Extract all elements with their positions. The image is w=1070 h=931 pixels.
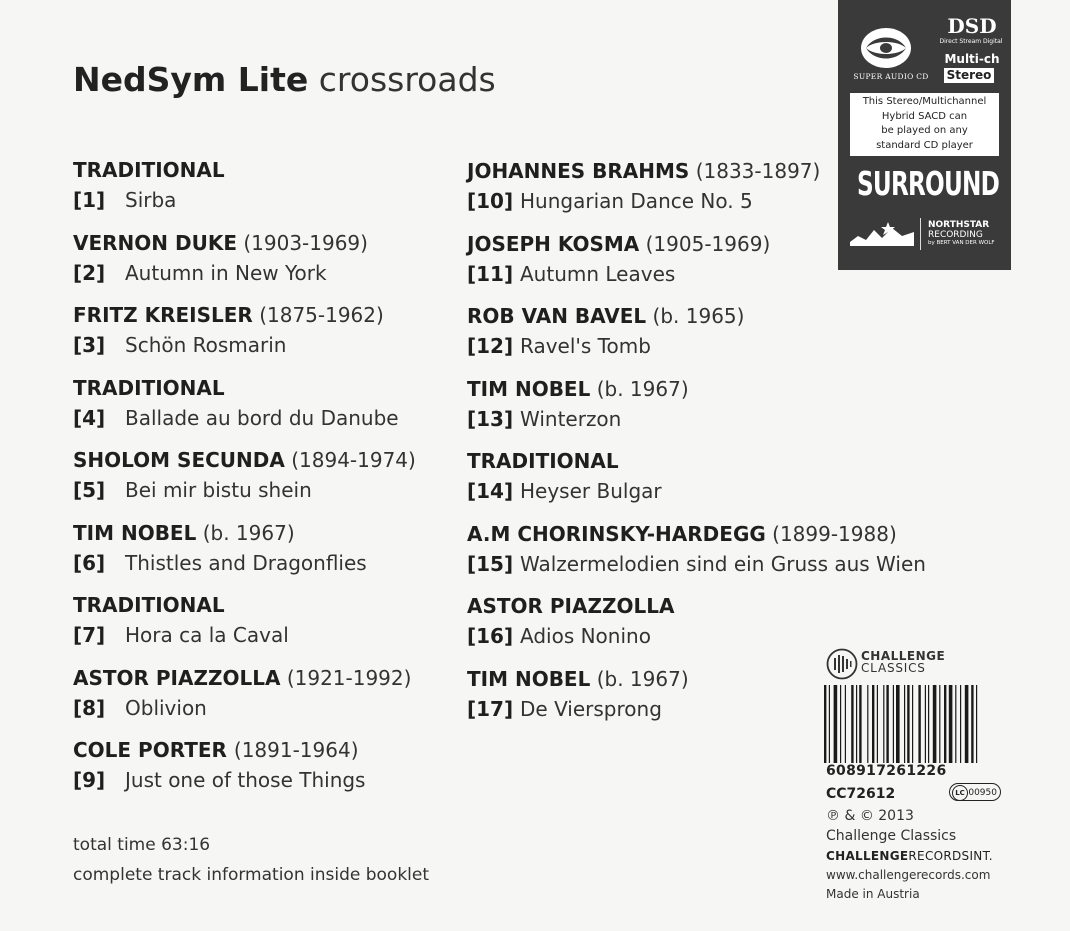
track-number: [13] bbox=[467, 406, 514, 431]
northstar-name: NORTHSTAR bbox=[928, 220, 990, 230]
barcode-bar bbox=[933, 685, 937, 763]
track-entry bbox=[73, 156, 416, 229]
northstar-credit: by BERT VAN DER WOLF bbox=[928, 240, 995, 246]
multichannel-label: Multi-ch bbox=[944, 52, 1000, 66]
composer-dates: (1894-1974) bbox=[291, 448, 416, 472]
composer-dates: (1899-1988) bbox=[772, 521, 897, 546]
composer-line bbox=[73, 591, 416, 619]
composer-dates: (1905-1969) bbox=[645, 231, 771, 256]
barcode-bar bbox=[851, 685, 853, 763]
composer-name: JOSEPH KOSMA bbox=[467, 231, 640, 256]
composer-name: COLE PORTER bbox=[73, 738, 234, 762]
barcode-bar bbox=[949, 685, 953, 763]
composer-name: A.M CHORINSKY-HARDEGG bbox=[467, 521, 766, 546]
track-line bbox=[467, 330, 926, 362]
track-title: Bei mir bistu shein bbox=[125, 478, 312, 502]
barcode-bar bbox=[907, 685, 909, 763]
composer-dates: (1833-1897) bbox=[695, 159, 821, 183]
lc-code: 00950 bbox=[968, 788, 997, 798]
barcode-bar bbox=[829, 685, 830, 763]
barcode-bar bbox=[867, 685, 868, 763]
album-name: crossroads bbox=[318, 60, 496, 99]
composer-line bbox=[467, 375, 926, 403]
composer-line bbox=[467, 592, 926, 620]
barcode bbox=[824, 685, 1022, 763]
track-number: [6] bbox=[73, 550, 106, 575]
barcode-bar bbox=[845, 685, 846, 763]
track-line bbox=[73, 692, 416, 724]
track-number: [16] bbox=[467, 624, 514, 648]
track-number: [14] bbox=[467, 479, 514, 503]
track-entry bbox=[73, 519, 416, 592]
sacd-badge bbox=[838, 0, 1011, 270]
barcode-bar bbox=[971, 685, 973, 763]
track-number: [12] bbox=[467, 334, 514, 358]
barcode-bar bbox=[896, 685, 900, 763]
tracklist-left bbox=[73, 156, 416, 809]
composer-name: TRADITIONAL bbox=[73, 593, 225, 617]
track-title: Winterzon bbox=[520, 406, 622, 431]
northstar-logo-icon bbox=[848, 216, 918, 250]
northstar-recording: RECORDING bbox=[928, 230, 983, 240]
website: www.challengerecords.com bbox=[826, 868, 991, 882]
composer-name: TRADITIONAL bbox=[467, 449, 619, 473]
track-line bbox=[467, 548, 926, 580]
composer-line bbox=[73, 301, 416, 329]
track-title: Schön Rosmarin bbox=[125, 333, 287, 357]
composer-dates: (b. 1967) bbox=[202, 520, 295, 545]
composer-line bbox=[73, 446, 416, 474]
track-number: [9] bbox=[73, 768, 106, 792]
track-line bbox=[73, 329, 416, 361]
composer-line bbox=[73, 736, 416, 764]
composer-dates: (1891-1964) bbox=[233, 738, 359, 762]
barcode-bar bbox=[955, 685, 956, 763]
booklet-note: complete track information inside booklet bbox=[73, 865, 430, 885]
track-title: De Viersprong bbox=[520, 696, 662, 721]
track-title: Autumn Leaves bbox=[520, 261, 676, 286]
composer-name: TIM NOBEL bbox=[73, 520, 197, 545]
barcode-bar bbox=[877, 685, 878, 763]
barcode-bar bbox=[928, 685, 929, 763]
barcode-bar bbox=[925, 685, 926, 763]
lc-icon: LC bbox=[952, 785, 968, 801]
ean-code: 608917261226 bbox=[826, 763, 947, 779]
label-code-badge bbox=[949, 783, 1001, 801]
composer-dates: (b. 1967) bbox=[596, 376, 689, 401]
track-number: [4] bbox=[73, 405, 106, 430]
track-entry bbox=[73, 446, 416, 519]
composer-dates: (1903-1969) bbox=[243, 230, 368, 255]
logo-line-2: CLASSICS bbox=[861, 661, 926, 675]
logo-line-1: CHALLENGE bbox=[861, 649, 946, 663]
barcode-bar bbox=[834, 685, 838, 763]
composer-name: FRITZ KREISLER bbox=[73, 303, 253, 327]
composer-dates: (1875-1962) bbox=[259, 303, 384, 327]
composer-dates: (b. 1967) bbox=[596, 666, 689, 691]
brand-name: NedSym Lite bbox=[73, 60, 309, 99]
northstar-text bbox=[928, 220, 995, 247]
composer-name: ASTOR PIAZZOLLA bbox=[467, 594, 675, 618]
composer-line bbox=[467, 520, 926, 548]
track-line bbox=[73, 402, 416, 434]
track-number: [11] bbox=[467, 261, 514, 286]
track-number: [7] bbox=[73, 623, 106, 647]
barcode-bar bbox=[939, 685, 940, 763]
track-title: Sirba bbox=[125, 188, 177, 212]
record-label: Challenge Classics bbox=[826, 828, 957, 844]
track-number: [5] bbox=[73, 478, 106, 502]
track-entry bbox=[467, 375, 926, 448]
composer-name: SHOLOM SECUNDA bbox=[73, 448, 285, 472]
track-line bbox=[73, 547, 416, 579]
composer-name: TRADITIONAL bbox=[73, 375, 225, 400]
distributor-bold: CHALLENGE bbox=[826, 849, 909, 863]
composer-dates: (b. 1965) bbox=[652, 304, 745, 328]
footer-notes bbox=[73, 830, 429, 890]
composer-name: TIM NOBEL bbox=[467, 376, 591, 401]
sacd-disc-icon bbox=[860, 26, 912, 70]
catalog-number: CC72612 bbox=[826, 786, 896, 802]
composer-dates: (1921-1992) bbox=[286, 665, 412, 690]
track-title: Ballade au bord du Danube bbox=[125, 405, 399, 430]
track-entry bbox=[467, 447, 926, 520]
composer-line bbox=[467, 302, 926, 330]
composer-name: TIM NOBEL bbox=[467, 666, 591, 691]
track-title: Autumn in New York bbox=[125, 260, 327, 285]
track-entry bbox=[73, 736, 416, 809]
composer-name: ROB VAN BAVEL bbox=[467, 304, 647, 328]
barcode-bar bbox=[856, 685, 857, 763]
composer-line bbox=[73, 156, 416, 184]
track-entry bbox=[73, 374, 416, 447]
composer-line bbox=[73, 229, 416, 257]
composer-name: VERNON DUKE bbox=[73, 230, 237, 255]
composer-line bbox=[73, 519, 416, 547]
stereo-label: Stereo bbox=[944, 68, 994, 83]
total-time: total time 63:16 bbox=[73, 835, 211, 855]
composer-name: JOHANNES BRAHMS bbox=[467, 159, 690, 183]
distributor-rest: RECORDSINT. bbox=[908, 849, 993, 863]
barcode-bar bbox=[960, 685, 961, 763]
track-line bbox=[73, 619, 416, 651]
track-number: [2] bbox=[73, 260, 106, 285]
barcode-bar bbox=[883, 685, 884, 763]
track-line bbox=[73, 257, 416, 289]
dsd-sublabel: Direct Stream Digital bbox=[939, 38, 1003, 45]
challenge-classics-wordmark bbox=[861, 650, 945, 674]
composer-name: ASTOR PIAZZOLLA bbox=[73, 665, 281, 690]
track-title: Heyser Bulgar bbox=[520, 479, 662, 503]
barcode-bar bbox=[976, 685, 977, 763]
track-title: Adios Nonino bbox=[520, 624, 651, 648]
track-line bbox=[73, 474, 416, 506]
surround-label: SURROUND bbox=[857, 164, 1000, 203]
track-line bbox=[73, 764, 416, 796]
track-title: Hungarian Dance No. 5 bbox=[520, 189, 753, 213]
barcode-bar bbox=[944, 685, 946, 763]
track-number: [15] bbox=[467, 551, 514, 576]
track-entry bbox=[73, 591, 416, 664]
track-title: Walzermelodien sind ein Gruss aus Wien bbox=[520, 551, 926, 576]
track-number: [3] bbox=[73, 333, 106, 357]
sacd-label: SUPER AUDIO CD bbox=[853, 72, 929, 81]
barcode-bar bbox=[886, 685, 888, 763]
challenge-classics-logo-icon bbox=[826, 648, 858, 680]
track-entry bbox=[73, 664, 416, 737]
composer-line bbox=[73, 374, 416, 402]
track-title: Hora ca la Caval bbox=[125, 623, 289, 647]
composer-line bbox=[467, 447, 926, 475]
barcode-bar bbox=[912, 685, 913, 763]
track-title: Just one of those Things bbox=[125, 768, 366, 792]
barcode-bar bbox=[824, 685, 826, 763]
barcode-bar bbox=[904, 685, 905, 763]
made-in: Made in Austria bbox=[826, 887, 920, 901]
track-entry bbox=[467, 520, 926, 593]
track-entry bbox=[467, 302, 926, 375]
track-title: Ravel's Tomb bbox=[520, 334, 651, 358]
track-number: [1] bbox=[73, 188, 106, 212]
track-title: Thistles and Dragonflies bbox=[125, 550, 367, 575]
barcode-bar bbox=[840, 685, 841, 763]
barcode-bar bbox=[965, 685, 969, 763]
distributor bbox=[826, 846, 993, 866]
barcode-bar bbox=[918, 685, 920, 763]
barcode-bar bbox=[893, 685, 894, 763]
album-title bbox=[73, 58, 496, 102]
composer-line bbox=[73, 664, 416, 692]
track-number: [17] bbox=[467, 696, 514, 721]
composer-name: TRADITIONAL bbox=[73, 158, 225, 182]
track-line bbox=[467, 403, 926, 435]
track-title: Oblivion bbox=[125, 695, 207, 720]
dsd-label: DSD bbox=[947, 14, 997, 38]
track-number: [10] bbox=[467, 189, 514, 213]
track-line bbox=[467, 475, 926, 507]
track-line bbox=[73, 184, 416, 216]
track-entry bbox=[73, 229, 416, 302]
barcode-bar bbox=[872, 685, 874, 763]
barcode-bar bbox=[859, 685, 861, 763]
hybrid-notice: This Stereo/Multichannel Hybrid SACD can be played on any standard CD player bbox=[850, 93, 999, 156]
copyright: ℗ & © 2013 bbox=[826, 808, 914, 824]
track-number: [8] bbox=[73, 695, 106, 720]
northstar-divider bbox=[920, 218, 921, 250]
track-entry bbox=[73, 301, 416, 374]
